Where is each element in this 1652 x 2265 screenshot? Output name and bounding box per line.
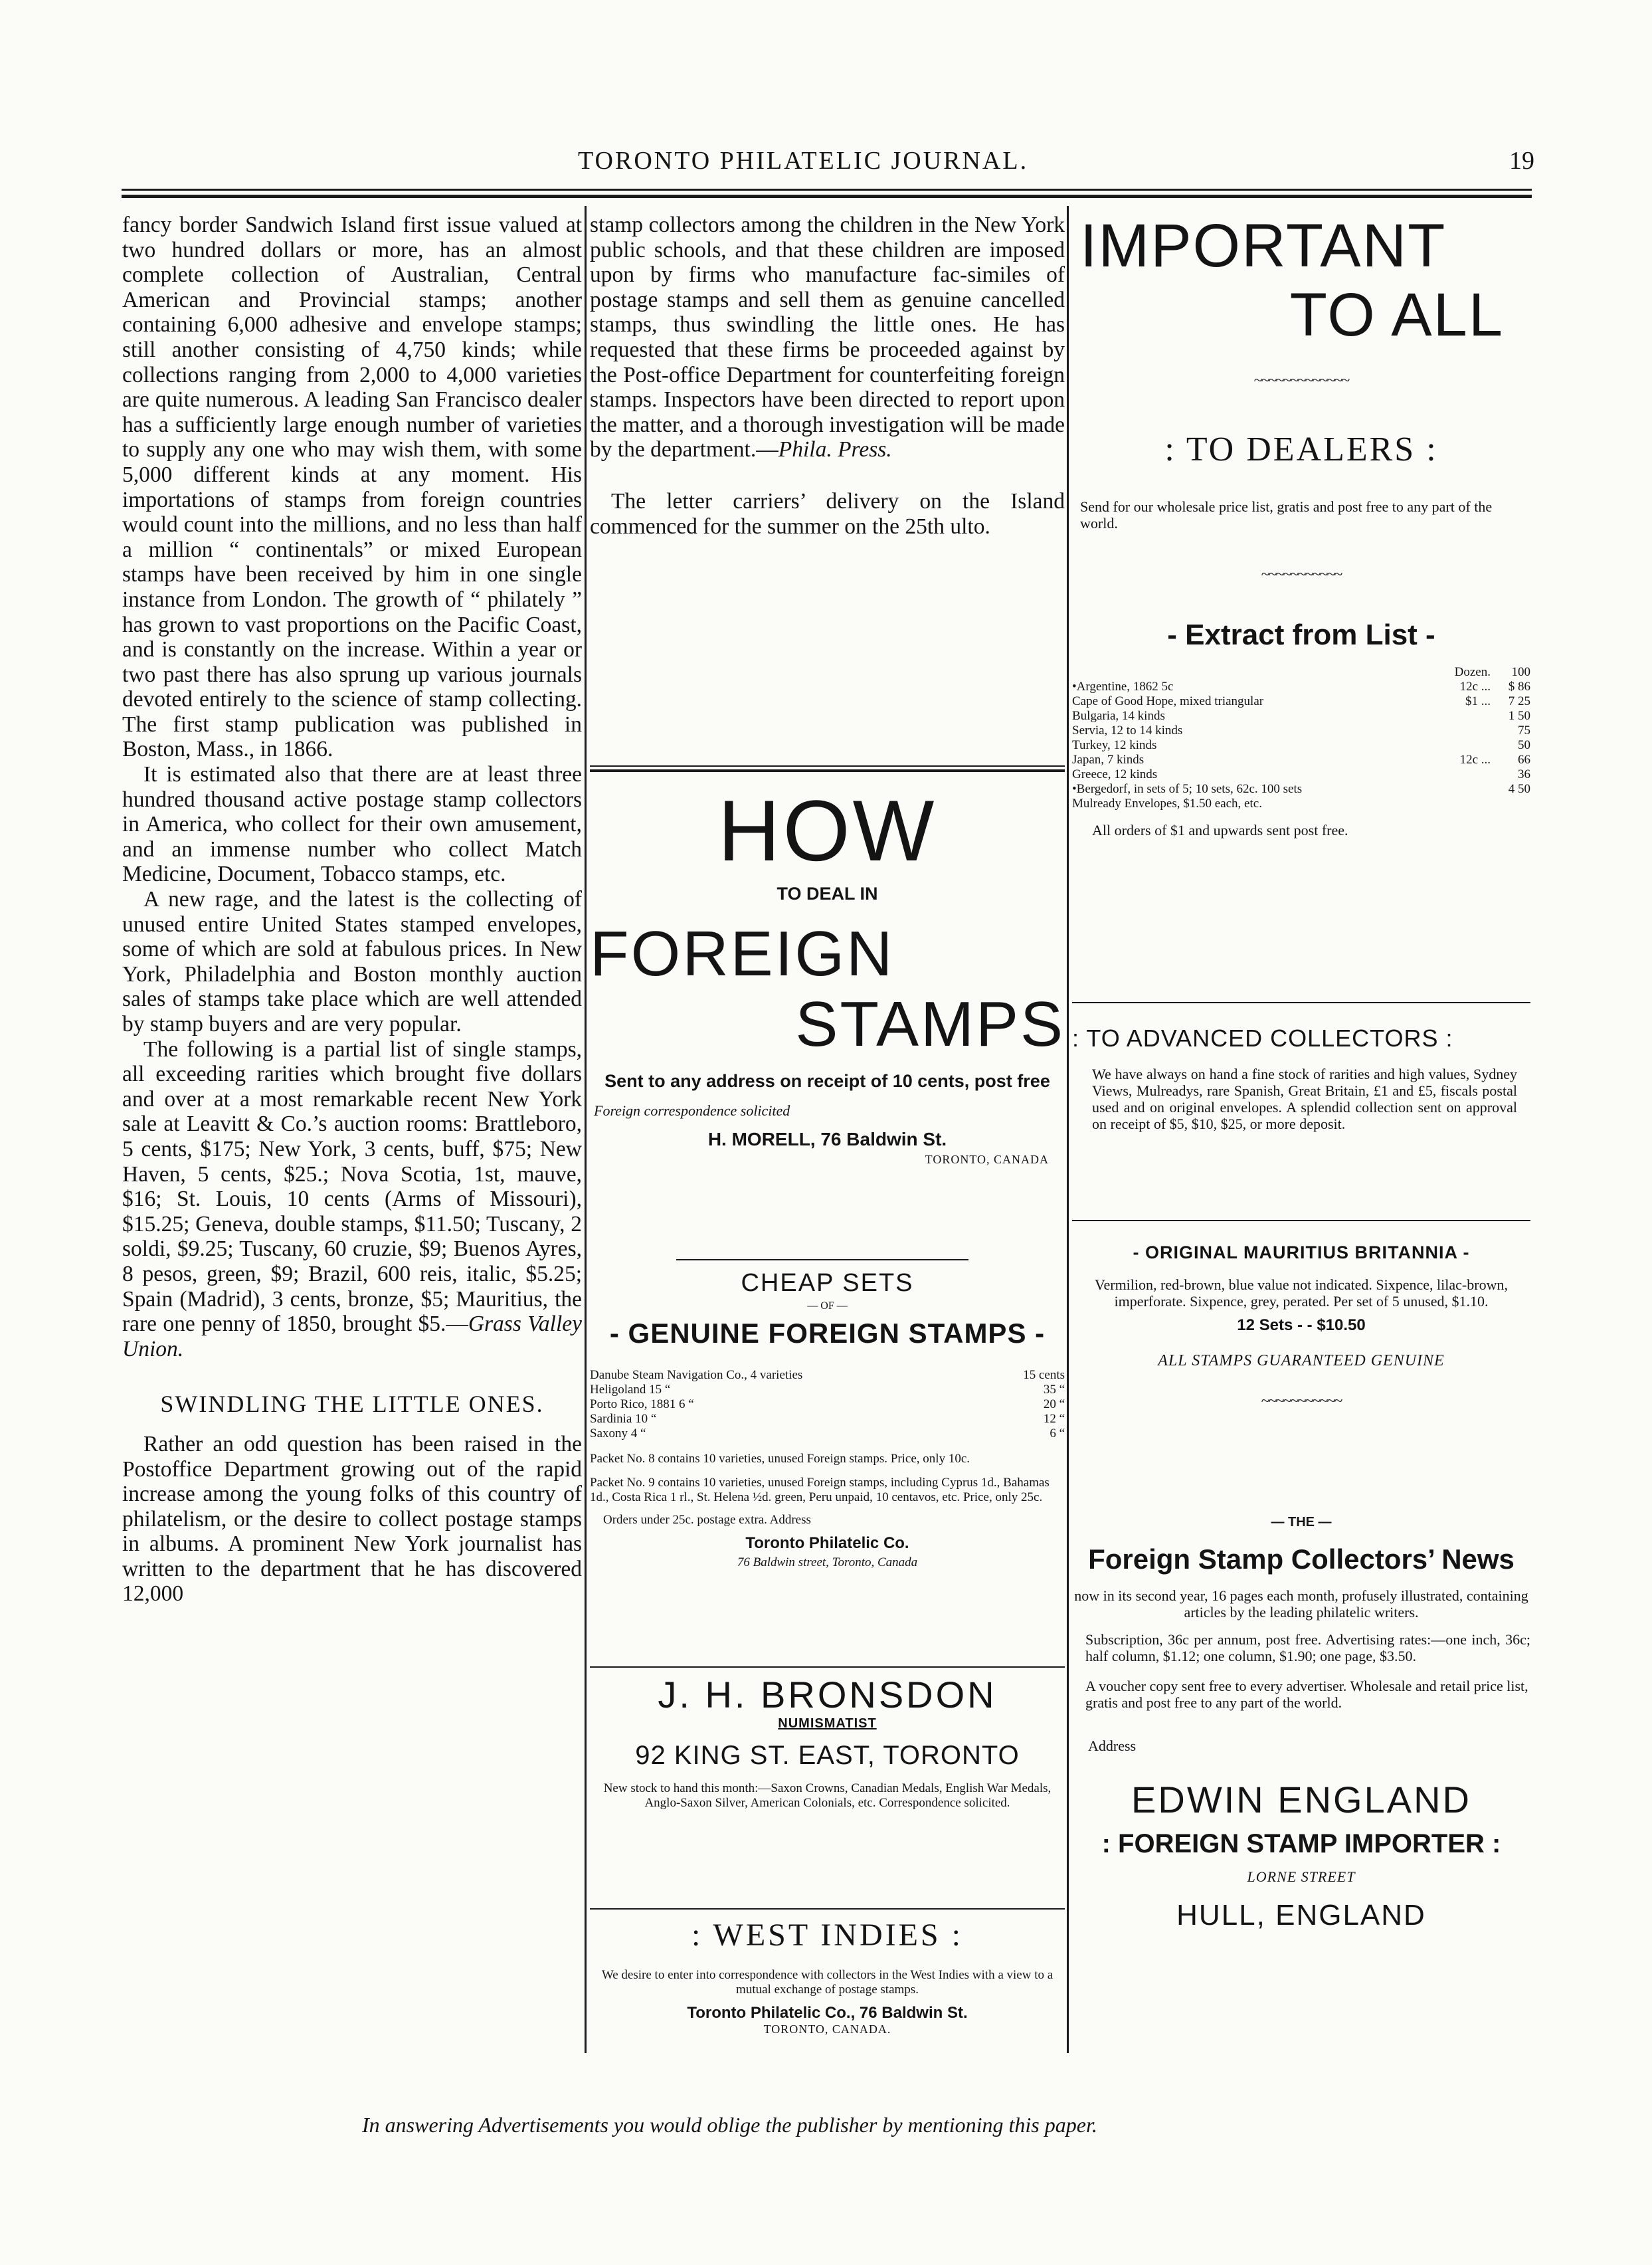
table-cell: Danube Steam Navigation Co., 4 varieties [590, 1368, 803, 1382]
ad-company: Toronto Philatelic Co., 76 Baldwin St. [687, 2004, 968, 2022]
table-cell: Sardinia 10 “ [590, 1412, 657, 1426]
table-cell: 12 “ [1043, 1412, 1065, 1426]
ad-title: : TO ADVANCED COLLECTORS : [1072, 1025, 1453, 1052]
table-row [1072, 694, 1530, 709]
ad-text: We have always on hand a fine stock of rarities and high values, Sydney Views, Mulreadys, rare Spanish, Great Britain, £1 and £5, fiscals postal used and on original envelopes. A splendid collection sent on approval on receipt of $5, $10, $25, or more deposit. [1092, 1066, 1517, 1132]
table-cell: 15 cents [1023, 1368, 1065, 1382]
ad-packet: Packet No. 8 contains 10 varieties, unused Foreign stamps. Price, only 10c. [590, 1452, 970, 1466]
article-source: Grass Valley Union. [122, 1312, 582, 1361]
ad-text: Send for our wholesale price list, gratis and post free to any part of the world. [1080, 498, 1493, 532]
ad-advertiser-name: H. MORELL, 76 Baldwin St. [707, 1129, 947, 1149]
table-cell: $ 86 [1508, 680, 1530, 694]
column-divider-2 [1067, 206, 1069, 2053]
table-cell: Cape of Good Hope, mixed triangular [1072, 694, 1264, 708]
table-row [590, 1427, 1065, 1441]
ad-offer: Sent to any address on receipt of 10 cents, post free [604, 1071, 1050, 1091]
table-cell: Turkey, 12 kinds [1072, 738, 1157, 752]
ad-genuine: - GENUINE FOREIGN STAMPS - [609, 1318, 1046, 1349]
ad-correspondence: Foreign correspondence solicited [594, 1102, 790, 1119]
article-text: stamp collectors among the children in the New York public schools, and that these children are imposed upon by firms who manufacture fac-similes of postage stamps and sell them as genuine cancelled stamps, thus swindling the little ones. He has requested that these firms be proceeded against by the Post-office Department for counterfeiting foreign stamps. Inspectors have been directed to report upon the matter, and a thorough investigation will be made by the department.— [590, 213, 1065, 462]
ad-profession: NUMISMATIST [778, 1716, 877, 1731]
table-row [590, 1383, 1065, 1397]
ad-subtitle: TO DEAL IN [777, 884, 878, 904]
article-paragraph: The letter carriers’ delivery on the Island commenced for the summer on the 25th ulto. [590, 488, 1065, 539]
article-text: The following is a partial list of single stamps, all exceeding rarities which brought five dollars and over at a most remarkable recent New York sale at Leavitt & Co.’s auction rooms: Brattleboro, 5 cents, $175; New York, 3 cents, buff, $75; New Haven, 5 cents, $25.; Nova Scotia, 1st, mauve, $16; St. Louis, 10 cents (Arms of Missouri), $15.25; Geneva, double stamps, $11.50; Tuscany, 2 soldi, $9.25; Tuscany, 60 cruzie, $9; Buenos Ayres, 8 pesos, green, $9; Brazil, 600 reis, italic, $5.25; Spain (Madrid), 3 cents, bronze, $5; Mauritius, the rare one penny of 1850, brought $5.— [122, 1036, 582, 1337]
ad-city: TORONTO, CANADA [925, 1153, 1049, 1166]
table-cell: 20 “ [1043, 1397, 1065, 1411]
ad-stamps: STAMPS [795, 989, 1065, 1060]
article-paragraph [122, 1037, 582, 1362]
ad-text: now in its second year, 16 pages each month, profusely illustrated, containing articles by the leading philatelic writers. [1074, 1587, 1528, 1621]
table-row [1072, 680, 1530, 694]
table-row [1072, 738, 1530, 753]
table-cell: 50 [1518, 738, 1530, 752]
table-row [1072, 753, 1530, 767]
article-continued [590, 213, 1065, 539]
table-cell: •Argentine, 1862 5c [1072, 680, 1174, 694]
table-cell: Japan, 7 kinds [1072, 753, 1145, 767]
ad-packet: Packet No. 9 contains 10 varieties, unused Foreign stamps, including Cyprus 1d., Bahamas 1d., Costa Rica 1 rl., St. Helena ½d. green, Peru unpaid, 10 centavos, etc. Price, only 25c. [590, 1476, 1050, 1504]
ad-text: All orders of $1 and upwards sent post free. [1092, 822, 1348, 838]
price-list-table [1072, 665, 1530, 797]
news-ad [1072, 1515, 1530, 1932]
ad-edwin-england: EDWIN ENGLAND [1131, 1779, 1471, 1821]
table-row [590, 1368, 1065, 1383]
table-cell: 4 50 [1508, 782, 1530, 796]
ad-how: HOW [717, 782, 937, 879]
ad-rule [590, 765, 1065, 767]
table-cell: Servia, 12 to 14 kinds [1072, 724, 1183, 738]
table-row [1072, 767, 1530, 782]
ad-title: Foreign Stamp Collectors’ News [1088, 1543, 1514, 1575]
table-cell: $1 ... [1465, 694, 1491, 708]
ad-title: - ORIGINAL MAURITIUS BRITANNIA - [1133, 1242, 1470, 1262]
ad-text: New stock to hand this month:—Saxon Crowns, Canadian Medals, English War Medals, Anglo-Saxon Silver, American Colonials, etc. Correspondence solicited. [603, 1781, 1052, 1810]
ad-orders: Orders under 25c. postage extra. Address [603, 1513, 811, 1527]
decorative-flourish: ~~~~~~~~~~~~~ [1253, 372, 1349, 389]
table-cell: 1 50 [1508, 709, 1530, 723]
ad-rule [590, 1908, 1065, 1910]
article-source: Phila. Press. [778, 437, 892, 462]
table-cell: Greece, 12 kinds [1072, 767, 1158, 781]
journal-title: TORONTO PHILATELIC JOURNAL. [578, 147, 1029, 175]
table-cell: Saxony 4 “ [590, 1427, 646, 1440]
ad-street: LORNE STREET [1247, 1868, 1356, 1885]
table-row [1072, 665, 1530, 680]
table-cell [1434, 767, 1491, 782]
article-paragraph: A new rage, and the latest is the collecting of unused entire United States stamped envelopes, some of which are sold at fabulous prices. In New York, Philadelphia and Boston monthly auction sales of stamps take place which are well attended by stamp buyers and are very popular. [122, 887, 582, 1036]
ad-dealers: : TO DEALERS : [1164, 431, 1438, 468]
table-cell [1434, 709, 1491, 724]
table-cell: 36 [1518, 767, 1530, 781]
ad-address-label: Address [1088, 1737, 1137, 1754]
ad-price: 12 Sets - - $10.50 [1237, 1316, 1366, 1334]
ad-text: We desire to enter into correspondence with collectors in the West Indies with a view to a mutual exchange of postage stamps. [601, 1968, 1054, 1997]
table-row [590, 1397, 1065, 1412]
page-header [120, 145, 1534, 185]
ad-rule [590, 769, 1065, 772]
ad-city: TORONTO, CANADA. [763, 2022, 891, 2036]
decorative-flourish: ~~~~~~~~~~~ [1261, 566, 1342, 583]
ad-name: J. H. BRONSDON [658, 1674, 997, 1716]
ad-importer: : FOREIGN STAMP IMPORTER : [1101, 1829, 1501, 1858]
table-cell: 75 [1518, 724, 1530, 738]
cheap-sets-table [590, 1368, 1065, 1441]
header-rule-bottom [122, 195, 1532, 198]
column-1 [122, 213, 582, 2179]
column-2 [590, 213, 1065, 2179]
article-paragraph: Rather an odd question has been raised in the Postoffice Department growing out of the rapid increase among the young folks of this country of philatelism, or the desire to collect postage stamps in albums. A prominent New York journalist has written to the department that he has discovered 12,000 [122, 1431, 582, 1607]
ad-guarantee: ALL STAMPS GUARANTEED GENUINE [1158, 1352, 1445, 1369]
table-cell: 66 [1518, 753, 1530, 767]
column-3 [1072, 213, 1530, 2179]
ad-to-all: TO ALL [1289, 281, 1504, 349]
ad-title: CHEAP SETS [741, 1269, 914, 1297]
table-header: Dozen. [1454, 665, 1491, 679]
table-cell: •Bergedorf, in sets of 5; 10 sets, 62c. 100 sets [1072, 782, 1303, 796]
ad-rule [590, 1666, 1065, 1668]
ad-of: — OF — [807, 1300, 848, 1312]
mauritius-ad [1072, 1242, 1530, 1411]
table-cell [1434, 782, 1491, 797]
page-number: 19 [1509, 147, 1534, 175]
ad-address: 76 Baldwin street, Toronto, Canada [737, 1555, 918, 1569]
table-cell: 6 “ [1050, 1427, 1065, 1440]
ad-rule [1072, 1220, 1530, 1221]
advanced-collectors-ad [1072, 1025, 1530, 1132]
section-heading: SWINDLING THE LITTLE ONES. [160, 1391, 544, 1418]
ad-text: Vermilion, red-brown, blue value not indicated. Sixpence, lilac-brown, imperforate. Sixpence, grey, perated. Per set of 5 unused, $1.10. [1095, 1276, 1508, 1310]
ad-text: Mulready Envelopes, $1.50 each, etc. [1072, 797, 1262, 811]
table-row [1072, 724, 1530, 738]
article-paragraph: It is estimated also that there are at least three hundred thousand active postage stamp collectors in America, who collect for their own amusement, and an immense number who collect Match Medicine, Document, Tobacco stamps, etc. [122, 762, 582, 887]
important-ad [1072, 213, 1530, 838]
table-cell: 7 25 [1508, 694, 1530, 708]
ad-title: : WEST INDIES : [691, 1918, 963, 1953]
table-row [1072, 709, 1530, 724]
table-row [1072, 782, 1530, 797]
ad-extract: - Extract from List - [1167, 619, 1435, 651]
bronsdon-ad [590, 1673, 1065, 1811]
how-to-deal-ad [590, 784, 1065, 1167]
ad-voucher: A voucher copy sent free to every advertiser. Wholesale and retail price list, gratis and post free to any part of the world. [1085, 1678, 1528, 1711]
cheap-sets-ad [590, 1269, 1065, 1570]
table-header: 100 [1511, 665, 1530, 679]
table-cell: Bulgaria, 14 kinds [1072, 709, 1165, 723]
ad-rule [1072, 1002, 1530, 1003]
ad-hull: HULL, ENGLAND [1176, 1899, 1426, 1931]
table-cell: Porto Rico, 1881 6 “ [590, 1397, 694, 1411]
article-paragraph: fancy border Sandwich Island first issue valued at two hundred dollars or more, has an almost complete collection of Australian, Central American and Provincial stamps; another containing 6,000 adhesive and envelope stamps; still another consisting of 4,750 kinds; while collections ranging from 2,000 to 4,000 varieties are quite numerous. A leading San Francisco dealer has a sufficiently large enough number of varieties to supply any one who may wish them, with some 5,000 different kinds at any moment. His importations of stamps from foreign countries would count into the millions, and no less than half a million “ continentals” or mixed European stamps have been received by him in one single instance from London. The growth of “ philately ” has grown to vast proportions on the Pacific Coast, and is constantly on the increase. Within a year or two past there has also sprung up various journals devoted entirely to the science of stamp collecting. The first stamp publication was published in Boston, Mass., in 1866. [122, 213, 582, 762]
table-cell: Heligoland 15 “ [590, 1383, 671, 1397]
ad-important: IMPORTANT [1080, 213, 1447, 280]
header-rule-top [122, 189, 1532, 191]
ad-address: 92 KING ST. EAST, TORONTO [635, 1741, 1020, 1770]
table-row [590, 1412, 1065, 1427]
decorative-flourish: ~~~~~~~~~~~ [1261, 1393, 1342, 1410]
table-cell: 12c ... [1459, 680, 1491, 694]
table-cell [1434, 738, 1491, 753]
ad-rule [676, 1259, 968, 1260]
table-cell [1434, 724, 1491, 738]
table-cell: 35 “ [1043, 1383, 1065, 1397]
footer-notice: In answering Advertisements you would oblige the publisher by mentioning this paper. [362, 2113, 1097, 2137]
column-divider-1 [585, 206, 587, 2053]
ad-the: — THE — [1271, 1515, 1332, 1529]
table-cell: 12c ... [1459, 753, 1491, 767]
west-indies-ad [590, 1917, 1065, 2036]
ad-company: Toronto Philatelic Co. [745, 1534, 909, 1552]
ad-subscription: Subscription, 36c per annum, post free. Advertising rates:—one inch, 36c; half column, $1.12; one column, $1.90; one page, $3.50. [1085, 1631, 1530, 1664]
ad-foreign: FOREIGN [590, 918, 895, 989]
article-paragraph [590, 213, 1065, 462]
